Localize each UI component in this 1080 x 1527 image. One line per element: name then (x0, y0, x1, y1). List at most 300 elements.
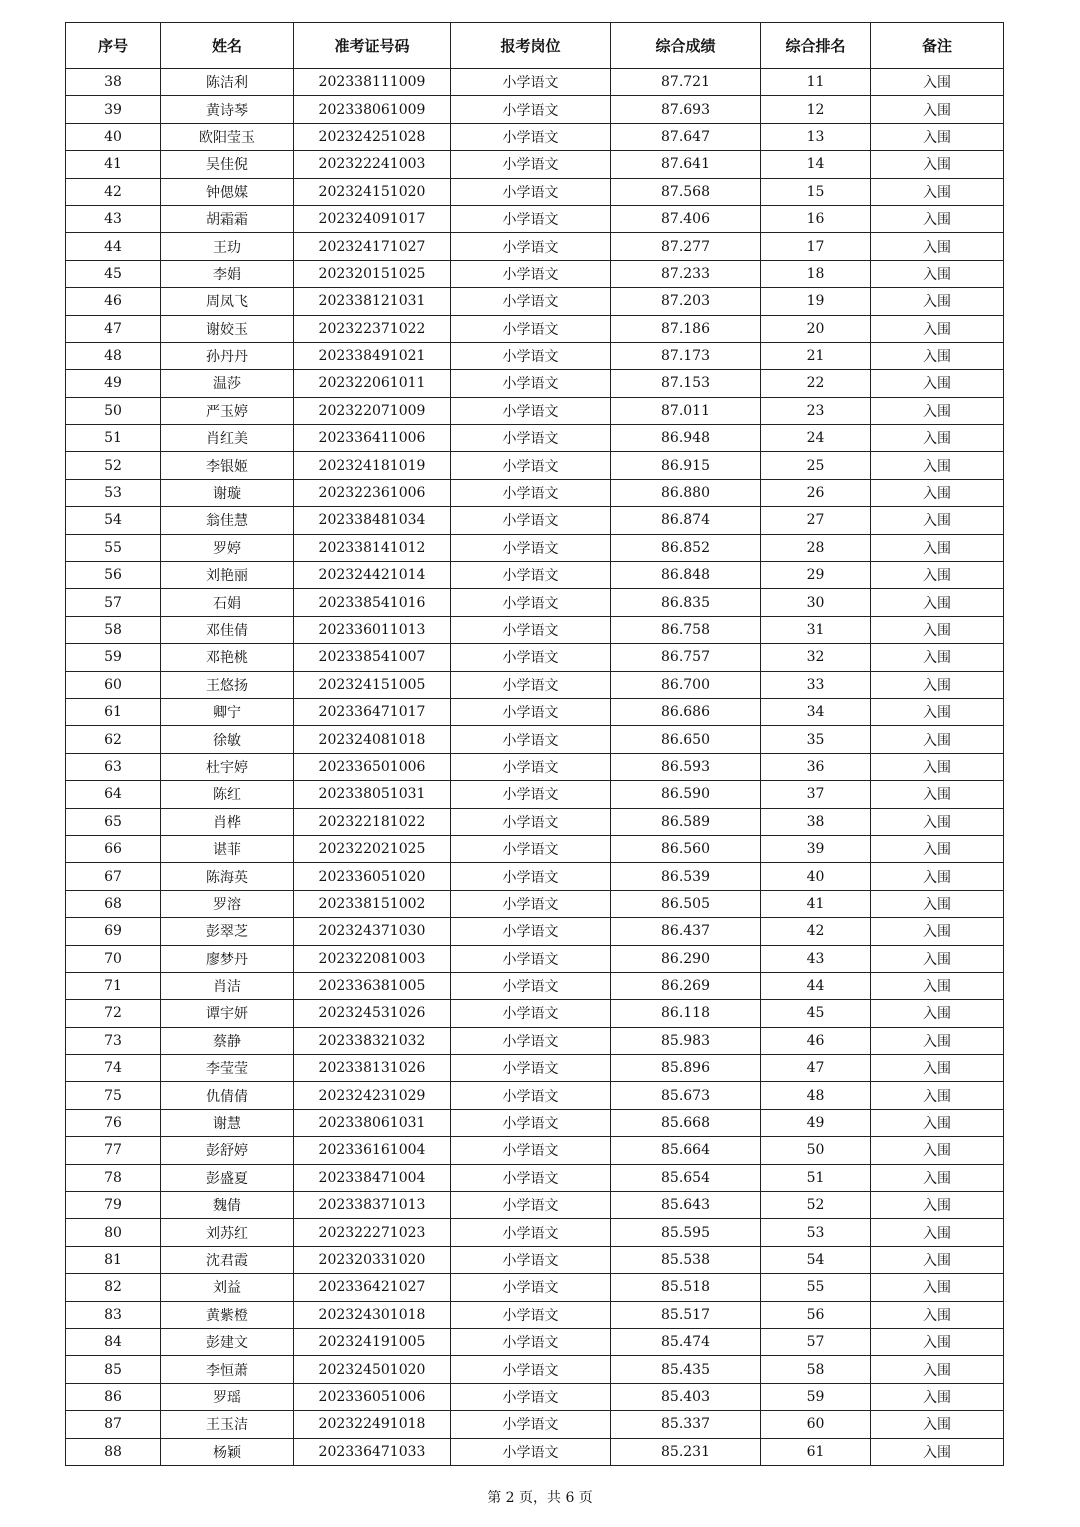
rank-cell: 32 (761, 644, 871, 671)
seq-cell: 82 (66, 1274, 161, 1301)
table-row (66, 1411, 1004, 1438)
table-row (66, 671, 1004, 698)
seq-cell: 51 (66, 425, 161, 452)
seq-cell: 84 (66, 1328, 161, 1355)
seq-cell: 80 (66, 1219, 161, 1246)
score-cell: 86.848 (611, 562, 761, 589)
position-cell: 小学语文 (451, 589, 611, 616)
score-cell: 86.874 (611, 507, 761, 534)
remark-cell: 入围 (871, 534, 1004, 561)
name-cell: 彭翠芝 (161, 918, 294, 945)
rank-cell: 22 (761, 370, 871, 397)
remark-cell: 入围 (871, 1027, 1004, 1054)
remark-cell: 入围 (871, 69, 1004, 96)
position-cell: 小学语文 (451, 452, 611, 479)
seq-cell: 86 (66, 1383, 161, 1410)
table-row (66, 1356, 1004, 1383)
score-cell: 87.693 (611, 96, 761, 123)
score-cell: 86.505 (611, 890, 761, 917)
rank-cell: 53 (761, 1219, 871, 1246)
table-row (66, 178, 1004, 205)
table-row (66, 644, 1004, 671)
remark-cell: 入围 (871, 397, 1004, 424)
exam-id-cell: 202338121031 (294, 288, 451, 315)
table-row (66, 972, 1004, 999)
name-cell: 李娟 (161, 260, 294, 287)
rank-cell: 24 (761, 425, 871, 452)
name-cell: 吴佳倪 (161, 151, 294, 178)
seq-cell: 74 (66, 1055, 161, 1082)
remark-cell: 入围 (871, 1383, 1004, 1410)
score-cell: 86.948 (611, 425, 761, 452)
rank-cell: 46 (761, 1027, 871, 1054)
position-cell: 小学语文 (451, 69, 611, 96)
score-cell: 86.593 (611, 753, 761, 780)
score-cell: 87.406 (611, 205, 761, 232)
score-cell: 85.538 (611, 1246, 761, 1273)
exam-id-cell: 202322371022 (294, 315, 451, 342)
position-cell: 小学语文 (451, 479, 611, 506)
exam-id-cell: 202338111009 (294, 69, 451, 96)
rank-cell: 33 (761, 671, 871, 698)
rank-cell: 30 (761, 589, 871, 616)
name-cell: 严玉婷 (161, 397, 294, 424)
score-cell: 85.896 (611, 1055, 761, 1082)
remark-cell: 入围 (871, 835, 1004, 862)
seq-cell: 79 (66, 1192, 161, 1219)
table-row (66, 589, 1004, 616)
rank-cell: 14 (761, 151, 871, 178)
exam-id-cell: 202324531026 (294, 1000, 451, 1027)
table-row (66, 534, 1004, 561)
table-row (66, 1164, 1004, 1191)
score-cell: 86.650 (611, 726, 761, 753)
score-cell: 87.203 (611, 288, 761, 315)
table-row (66, 233, 1004, 260)
remark-cell: 入围 (871, 288, 1004, 315)
table-row (66, 342, 1004, 369)
position-cell: 小学语文 (451, 863, 611, 890)
score-cell: 85.337 (611, 1411, 761, 1438)
table-row (66, 452, 1004, 479)
score-cell: 86.700 (611, 671, 761, 698)
seq-cell: 39 (66, 96, 161, 123)
name-cell: 李银姬 (161, 452, 294, 479)
name-cell: 周凤飞 (161, 288, 294, 315)
remark-cell: 入围 (871, 589, 1004, 616)
rank-cell: 48 (761, 1082, 871, 1109)
position-cell: 小学语文 (451, 698, 611, 725)
table-row (66, 1274, 1004, 1301)
remark-cell: 入围 (871, 1219, 1004, 1246)
seq-cell: 58 (66, 616, 161, 643)
score-cell: 86.758 (611, 616, 761, 643)
table-row (66, 1192, 1004, 1219)
header-remark: 备注 (871, 23, 1004, 69)
name-cell: 欧阳莹玉 (161, 123, 294, 150)
remark-cell: 入围 (871, 644, 1004, 671)
name-cell: 谢璇 (161, 479, 294, 506)
seq-cell: 77 (66, 1137, 161, 1164)
score-cell: 85.673 (611, 1082, 761, 1109)
remark-cell: 入围 (871, 890, 1004, 917)
header-name: 姓名 (161, 23, 294, 69)
seq-cell: 68 (66, 890, 161, 917)
name-cell: 廖梦丹 (161, 945, 294, 972)
position-cell: 小学语文 (451, 1027, 611, 1054)
table-row (66, 890, 1004, 917)
exam-id-cell: 202324251028 (294, 123, 451, 150)
rank-cell: 59 (761, 1383, 871, 1410)
remark-cell: 入围 (871, 425, 1004, 452)
rank-cell: 56 (761, 1301, 871, 1328)
score-cell: 85.403 (611, 1383, 761, 1410)
rank-cell: 36 (761, 753, 871, 780)
seq-cell: 73 (66, 1027, 161, 1054)
exam-id-cell: 202338141012 (294, 534, 451, 561)
exam-id-cell: 202324091017 (294, 205, 451, 232)
table-row (66, 315, 1004, 342)
seq-cell: 88 (66, 1438, 161, 1465)
position-cell: 小学语文 (451, 1301, 611, 1328)
remark-cell: 入围 (871, 1055, 1004, 1082)
exam-id-cell: 202336501006 (294, 753, 451, 780)
score-cell: 85.517 (611, 1301, 761, 1328)
seq-cell: 45 (66, 260, 161, 287)
position-cell: 小学语文 (451, 918, 611, 945)
remark-cell: 入围 (871, 315, 1004, 342)
seq-cell: 38 (66, 69, 161, 96)
remark-cell: 入围 (871, 370, 1004, 397)
position-cell: 小学语文 (451, 835, 611, 862)
rank-cell: 49 (761, 1109, 871, 1136)
score-cell: 86.757 (611, 644, 761, 671)
score-cell: 85.518 (611, 1274, 761, 1301)
remark-cell: 入围 (871, 1411, 1004, 1438)
position-cell: 小学语文 (451, 1137, 611, 1164)
table-row (66, 507, 1004, 534)
seq-cell: 78 (66, 1164, 161, 1191)
table-row (66, 616, 1004, 643)
rank-cell: 12 (761, 96, 871, 123)
header-position: 报考岗位 (451, 23, 611, 69)
remark-cell: 入围 (871, 1000, 1004, 1027)
table-row (66, 726, 1004, 753)
remark-cell: 入围 (871, 863, 1004, 890)
name-cell: 黄诗琴 (161, 96, 294, 123)
position-cell: 小学语文 (451, 1383, 611, 1410)
name-cell: 彭建文 (161, 1328, 294, 1355)
position-cell: 小学语文 (451, 616, 611, 643)
exam-id-cell: 202322071009 (294, 397, 451, 424)
score-cell: 87.721 (611, 69, 761, 96)
score-cell: 86.539 (611, 863, 761, 890)
remark-cell: 入围 (871, 972, 1004, 999)
seq-cell: 72 (66, 1000, 161, 1027)
position-cell: 小学语文 (451, 534, 611, 561)
position-cell: 小学语文 (451, 890, 611, 917)
score-cell: 85.983 (611, 1027, 761, 1054)
score-cell: 87.233 (611, 260, 761, 287)
score-cell: 87.173 (611, 342, 761, 369)
score-cell: 86.686 (611, 698, 761, 725)
table-row (66, 863, 1004, 890)
score-cell: 86.835 (611, 589, 761, 616)
position-cell: 小学语文 (451, 1274, 611, 1301)
rank-cell: 17 (761, 233, 871, 260)
table-row (66, 69, 1004, 96)
table-row (66, 205, 1004, 232)
exam-id-cell: 202320151025 (294, 260, 451, 287)
rank-cell: 13 (761, 123, 871, 150)
table-row (66, 1055, 1004, 1082)
position-cell: 小学语文 (451, 397, 611, 424)
name-cell: 谢慧 (161, 1109, 294, 1136)
name-cell: 蔡静 (161, 1027, 294, 1054)
remark-cell: 入围 (871, 1274, 1004, 1301)
exam-id-cell: 202322361006 (294, 479, 451, 506)
table-row (66, 918, 1004, 945)
name-cell: 谢姣玉 (161, 315, 294, 342)
seq-cell: 81 (66, 1246, 161, 1273)
seq-cell: 43 (66, 205, 161, 232)
position-cell: 小学语文 (451, 562, 611, 589)
remark-cell: 入围 (871, 1137, 1004, 1164)
exam-id-cell: 202336051020 (294, 863, 451, 890)
name-cell: 沈君霞 (161, 1246, 294, 1273)
remark-cell: 入围 (871, 1246, 1004, 1273)
remark-cell: 入围 (871, 1109, 1004, 1136)
name-cell: 杨颖 (161, 1438, 294, 1465)
name-cell: 罗婷 (161, 534, 294, 561)
seq-cell: 47 (66, 315, 161, 342)
exam-id-cell: 202338051031 (294, 781, 451, 808)
position-cell: 小学语文 (451, 315, 611, 342)
seq-cell: 87 (66, 1411, 161, 1438)
exam-id-cell: 202324181019 (294, 452, 451, 479)
name-cell: 钟偲媒 (161, 178, 294, 205)
score-cell: 86.118 (611, 1000, 761, 1027)
table-row (66, 1438, 1004, 1465)
name-cell: 肖红美 (161, 425, 294, 452)
position-cell: 小学语文 (451, 370, 611, 397)
position-cell: 小学语文 (451, 1109, 611, 1136)
score-cell: 86.269 (611, 972, 761, 999)
table-row (66, 698, 1004, 725)
position-cell: 小学语文 (451, 1000, 611, 1027)
remark-cell: 入围 (871, 123, 1004, 150)
rank-cell: 43 (761, 945, 871, 972)
header-seq: 序号 (66, 23, 161, 69)
exam-id-cell: 202338471004 (294, 1164, 451, 1191)
score-cell: 86.590 (611, 781, 761, 808)
name-cell: 胡霜霜 (161, 205, 294, 232)
exam-id-cell: 202338151002 (294, 890, 451, 917)
header-score: 综合成绩 (611, 23, 761, 69)
seq-cell: 49 (66, 370, 161, 397)
exam-id-cell: 202324151020 (294, 178, 451, 205)
seq-cell: 70 (66, 945, 161, 972)
score-cell: 87.186 (611, 315, 761, 342)
exam-id-cell: 202338491021 (294, 342, 451, 369)
remark-cell: 入围 (871, 671, 1004, 698)
remark-cell: 入围 (871, 452, 1004, 479)
rank-cell: 52 (761, 1192, 871, 1219)
name-cell: 罗溶 (161, 890, 294, 917)
exam-id-cell: 202338481034 (294, 507, 451, 534)
remark-cell: 入围 (871, 479, 1004, 506)
score-cell: 87.011 (611, 397, 761, 424)
name-cell: 黄紫橙 (161, 1301, 294, 1328)
name-cell: 陈海英 (161, 863, 294, 890)
table-row (66, 1219, 1004, 1246)
rank-cell: 50 (761, 1137, 871, 1164)
remark-cell: 入围 (871, 726, 1004, 753)
remark-cell: 入围 (871, 1164, 1004, 1191)
exam-id-cell: 202336161004 (294, 1137, 451, 1164)
name-cell: 刘艳丽 (161, 562, 294, 589)
header-rank: 综合排名 (761, 23, 871, 69)
table-row (66, 753, 1004, 780)
score-cell: 87.277 (611, 233, 761, 260)
seq-cell: 54 (66, 507, 161, 534)
score-cell: 85.643 (611, 1192, 761, 1219)
exam-id-cell: 202338131026 (294, 1055, 451, 1082)
exam-id-cell: 202322021025 (294, 835, 451, 862)
rank-cell: 19 (761, 288, 871, 315)
rank-cell: 57 (761, 1328, 871, 1355)
score-cell: 86.290 (611, 945, 761, 972)
rank-cell: 29 (761, 562, 871, 589)
position-cell: 小学语文 (451, 1356, 611, 1383)
position-cell: 小学语文 (451, 1055, 611, 1082)
name-cell: 王玉洁 (161, 1411, 294, 1438)
table-row (66, 945, 1004, 972)
seq-cell: 85 (66, 1356, 161, 1383)
exam-id-cell: 202324371030 (294, 918, 451, 945)
name-cell: 王玏 (161, 233, 294, 260)
table-row (66, 1301, 1004, 1328)
name-cell: 王悠扬 (161, 671, 294, 698)
score-cell: 87.153 (611, 370, 761, 397)
remark-cell: 入围 (871, 205, 1004, 232)
remark-cell: 入围 (871, 233, 1004, 260)
rank-cell: 61 (761, 1438, 871, 1465)
table-row (66, 260, 1004, 287)
exam-id-cell: 202324301018 (294, 1301, 451, 1328)
exam-id-cell: 202336421027 (294, 1274, 451, 1301)
table-header-row (66, 23, 1004, 69)
exam-id-cell: 202338541007 (294, 644, 451, 671)
rank-cell: 34 (761, 698, 871, 725)
name-cell: 刘苏红 (161, 1219, 294, 1246)
name-cell: 翁佳慧 (161, 507, 294, 534)
table-row (66, 123, 1004, 150)
table-row (66, 562, 1004, 589)
score-cell: 87.641 (611, 151, 761, 178)
rank-cell: 55 (761, 1274, 871, 1301)
position-cell: 小学语文 (451, 1219, 611, 1246)
position-cell: 小学语文 (451, 781, 611, 808)
seq-cell: 44 (66, 233, 161, 260)
table-row (66, 1000, 1004, 1027)
exam-id-cell: 202322491018 (294, 1411, 451, 1438)
exam-id-cell: 202338371013 (294, 1192, 451, 1219)
exam-id-cell: 202338061031 (294, 1109, 451, 1136)
name-cell: 肖洁 (161, 972, 294, 999)
remark-cell: 入围 (871, 96, 1004, 123)
exam-id-cell: 202324501020 (294, 1356, 451, 1383)
name-cell: 李恒萧 (161, 1356, 294, 1383)
results-table (65, 22, 1004, 1466)
table-row (66, 1027, 1004, 1054)
score-cell: 86.852 (611, 534, 761, 561)
exam-id-cell: 202336381005 (294, 972, 451, 999)
rank-cell: 45 (761, 1000, 871, 1027)
exam-id-cell: 202338321032 (294, 1027, 451, 1054)
rank-cell: 26 (761, 479, 871, 506)
seq-cell: 56 (66, 562, 161, 589)
exam-id-cell: 202322271023 (294, 1219, 451, 1246)
name-cell: 孙丹丹 (161, 342, 294, 369)
position-cell: 小学语文 (451, 288, 611, 315)
name-cell: 彭舒婷 (161, 1137, 294, 1164)
seq-cell: 63 (66, 753, 161, 780)
seq-cell: 57 (66, 589, 161, 616)
rank-cell: 44 (761, 972, 871, 999)
score-cell: 87.568 (611, 178, 761, 205)
exam-id-cell: 202324421014 (294, 562, 451, 589)
seq-cell: 46 (66, 288, 161, 315)
score-cell: 87.647 (611, 123, 761, 150)
exam-id-cell: 202336051006 (294, 1383, 451, 1410)
name-cell: 卿宁 (161, 698, 294, 725)
remark-cell: 入围 (871, 781, 1004, 808)
name-cell: 邓佳倩 (161, 616, 294, 643)
exam-id-cell: 202338061009 (294, 96, 451, 123)
rank-cell: 54 (761, 1246, 871, 1273)
remark-cell: 入围 (871, 178, 1004, 205)
name-cell: 陈红 (161, 781, 294, 808)
name-cell: 仇倩倩 (161, 1082, 294, 1109)
table-row (66, 1082, 1004, 1109)
score-cell: 85.231 (611, 1438, 761, 1465)
rank-cell: 41 (761, 890, 871, 917)
position-cell: 小学语文 (451, 205, 611, 232)
name-cell: 彭盛夏 (161, 1164, 294, 1191)
score-cell: 85.664 (611, 1137, 761, 1164)
exam-id-cell: 202322241003 (294, 151, 451, 178)
remark-cell: 入围 (871, 808, 1004, 835)
remark-cell: 入围 (871, 1356, 1004, 1383)
position-cell: 小学语文 (451, 1164, 611, 1191)
seq-cell: 61 (66, 698, 161, 725)
rank-cell: 35 (761, 726, 871, 753)
exam-id-cell: 202338541016 (294, 589, 451, 616)
position-cell: 小学语文 (451, 1192, 611, 1219)
position-cell: 小学语文 (451, 972, 611, 999)
seq-cell: 66 (66, 835, 161, 862)
seq-cell: 65 (66, 808, 161, 835)
name-cell: 李莹莹 (161, 1055, 294, 1082)
rank-cell: 47 (761, 1055, 871, 1082)
remark-cell: 入围 (871, 562, 1004, 589)
position-cell: 小学语文 (451, 753, 611, 780)
rank-cell: 16 (761, 205, 871, 232)
remark-cell: 入围 (871, 151, 1004, 178)
exam-id-cell: 202336411006 (294, 425, 451, 452)
table-row (66, 1328, 1004, 1355)
